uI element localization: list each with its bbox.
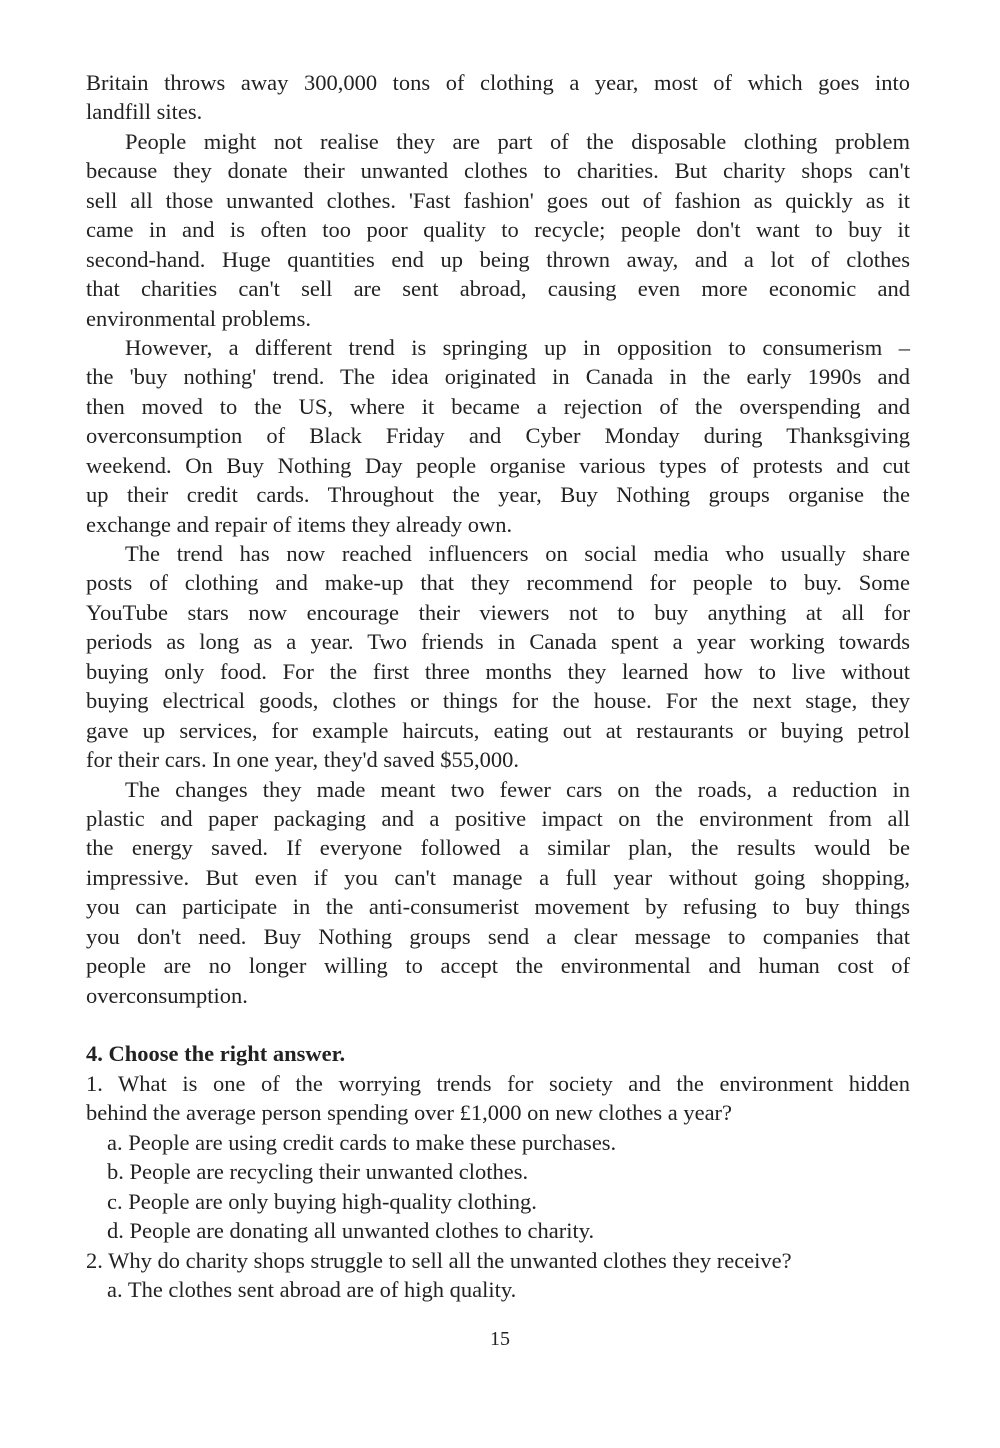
paragraph-line: posts of clothing and make-up that they recommend for people to buy. Some bbox=[86, 570, 910, 596]
paragraph-line: YouTube stars now encourage their viewers not to buy anything at all for bbox=[86, 599, 910, 625]
paragraph-line: environmental problems. bbox=[86, 305, 311, 331]
paragraph-line: came in and is often too poor quality to recycle; people don't want to buy it bbox=[86, 217, 910, 243]
paragraph-line: sell all those unwanted clothes. 'Fast fashion' goes out of fashion as quickly as it bbox=[86, 187, 910, 213]
page-number: 15 bbox=[490, 1328, 510, 1350]
spacer bbox=[86, 1010, 910, 1039]
paragraph-line: impressive. But even if you can't manage a full year without going shopping, bbox=[86, 864, 910, 890]
paragraph-line: However, a different trend is springing up in opposition to consumerism – bbox=[125, 334, 910, 360]
paragraph-line: the 'buy nothing' trend. The idea originated in Canada in the early 1990s and bbox=[86, 364, 910, 390]
question-line: 1. What is one of the worrying trends for society and the environment hidden bbox=[86, 1070, 910, 1096]
answer-option: a. The clothes sent abroad are of high quality. bbox=[107, 1276, 517, 1302]
paragraph-line: periods as long as a year. Two friends in Canada spent a year working towards bbox=[86, 629, 910, 655]
paragraph-line: you can participate in the anti-consumerist movement by refusing to buy things bbox=[86, 894, 910, 920]
paragraph-line: because they donate their unwanted clothes to charities. But charity shops can't bbox=[86, 158, 910, 184]
paragraph-line: People might not realise they are part of the disposable clothing problem bbox=[125, 128, 910, 154]
paragraph-line: buying electrical goods, clothes or things for the house. For the next stage, they bbox=[86, 688, 910, 714]
answer-option: b. People are recycling their unwanted clothes. bbox=[107, 1159, 529, 1185]
paragraph-line: you don't need. Buy Nothing groups send a clear message to companies that bbox=[86, 923, 910, 949]
paragraph-line: exchange and repair of items they already own. bbox=[86, 511, 513, 537]
paragraph-line: then moved to the US, where it became a rejection of the overspending and bbox=[86, 393, 910, 419]
paragraph-line: the energy saved. If everyone followed a similar plan, the results would be bbox=[86, 835, 910, 861]
paragraph-line: landfill sites. bbox=[86, 99, 203, 125]
paragraph-line: Britain throws away 300,000 tons of clothing a year, most of which goes into bbox=[86, 70, 910, 95]
paragraph-line: The changes they made meant two fewer cars on the roads, a reduction in bbox=[125, 776, 910, 802]
exercise-heading: 4. Choose the right answer. bbox=[86, 1041, 346, 1067]
answer-option: a. People are using credit cards to make these purchases. bbox=[107, 1129, 617, 1155]
question-line: behind the average person spending over £1,000 on new clothes a year? bbox=[86, 1100, 733, 1126]
paragraph-line: people are no longer willing to accept the environmental and human cost of bbox=[86, 953, 910, 979]
paragraph-line: up their credit cards. Throughout the year, Buy Nothing groups organise the bbox=[86, 482, 910, 508]
paragraph-line: plastic and paper packaging and a positive impact on the environment from all bbox=[86, 805, 910, 831]
paragraph-line: gave up services, for example haircuts, eating out at restaurants or buying petrol bbox=[86, 717, 910, 743]
paragraph-line: overconsumption of Black Friday and Cyber Monday during Thanksgiving bbox=[86, 423, 910, 449]
question-line: 2. Why do charity shops struggle to sell all the unwanted clothes they receive? bbox=[86, 1247, 792, 1273]
answer-option: c. People are only buying high-quality clothing. bbox=[107, 1188, 537, 1214]
paragraph-line: buying only food. For the first three months they learned how to live without bbox=[86, 658, 910, 684]
paragraph-line: that charities can't sell are sent abroad, causing even more economic and bbox=[86, 276, 910, 302]
page-content bbox=[86, 68, 910, 1304]
paragraph-line: second-hand. Huge quantities end up being thrown away, and a lot of clothes bbox=[86, 246, 910, 272]
paragraph-line: overconsumption. bbox=[86, 982, 248, 1008]
paragraph-line: for their cars. In one year, they'd saved $55,000. bbox=[86, 747, 520, 773]
answer-option: d. People are donating all unwanted clothes to charity. bbox=[107, 1218, 595, 1244]
paragraph-line: The trend has now reached influencers on social media who usually share bbox=[125, 541, 910, 566]
paragraph-line: weekend. On Buy Nothing Day people organise various types of protests and cut bbox=[86, 452, 910, 478]
